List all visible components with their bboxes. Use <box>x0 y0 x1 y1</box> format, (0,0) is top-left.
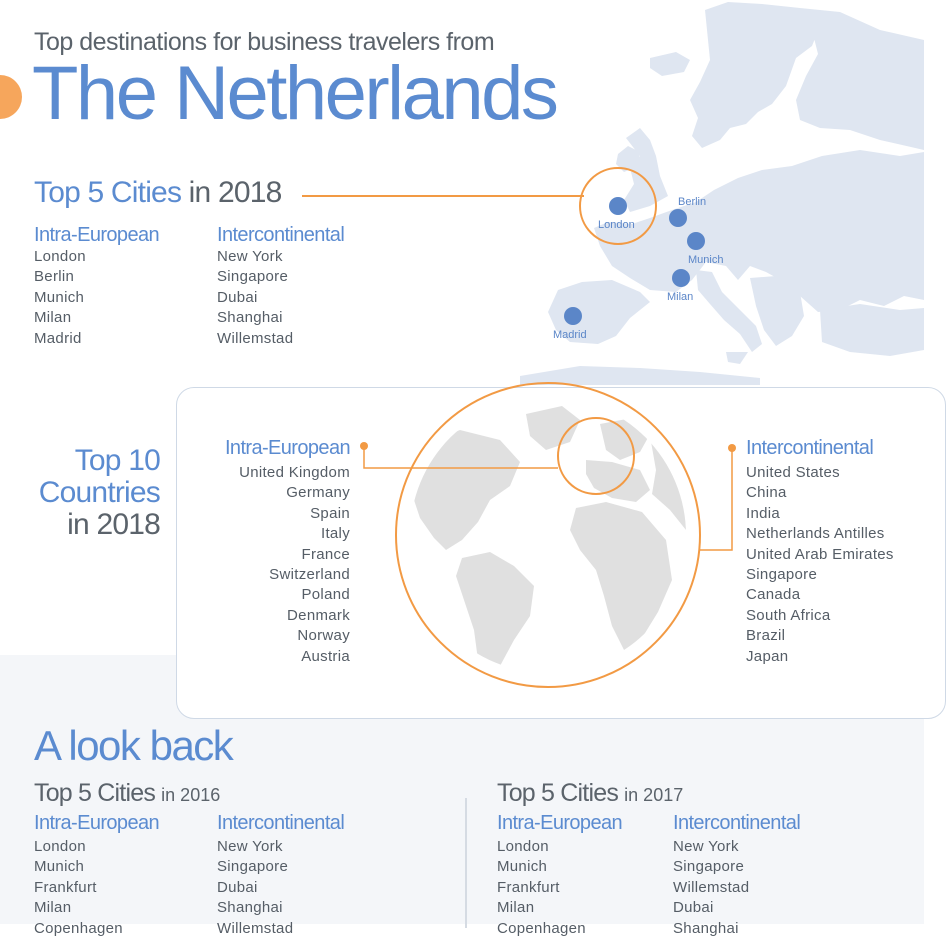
list-item: Austria <box>301 647 350 665</box>
top-cities-2018-intra-list <box>34 247 86 349</box>
title-connector-line <box>302 195 584 197</box>
look-back-2016-intra-list <box>34 837 123 939</box>
look-back-2017-year: in 2017 <box>624 785 684 805</box>
list-item: Munich <box>497 858 548 876</box>
top-countries-inter-list <box>746 463 894 667</box>
top-countries-title-line1: Top 10 <box>74 444 160 477</box>
map-label-london: London <box>598 219 635 231</box>
top-cities-2018-inter-heading: Intercontinental <box>217 224 345 246</box>
list-item: United Arab Emirates <box>746 545 894 563</box>
list-item: Denmark <box>287 606 350 624</box>
top-cities-2018-title-rest: in 2018 <box>181 176 282 209</box>
list-item: New York <box>217 838 283 855</box>
look-back-divider <box>465 798 467 928</box>
list-item: Munich <box>34 288 85 306</box>
list-item: New York <box>673 838 739 855</box>
inter-connector-line <box>700 448 732 550</box>
decorative-orange-dot <box>0 75 22 119</box>
madrid-marker <box>564 307 582 325</box>
london-marker <box>609 197 627 215</box>
list-item: Munich <box>34 858 85 876</box>
inter-connector-dot <box>728 444 736 452</box>
list-item: Dubai <box>673 899 714 917</box>
look-back-2017-intra-heading: Intra-European <box>497 812 623 834</box>
top-cities-2018-inter-list <box>217 247 293 349</box>
munich-marker <box>687 232 705 250</box>
top-cities-2018-intra-heading: Intra-European <box>34 224 160 246</box>
list-item: Shanghai <box>217 309 283 327</box>
list-item: United States <box>746 464 840 481</box>
list-item: Poland <box>301 586 350 604</box>
look-back-2016-title-main: Top 5 Cities <box>34 779 156 807</box>
list-item: Milan <box>497 899 535 917</box>
list-item: Japan <box>746 647 789 665</box>
top-cities-2018-title-highlight: Top 5 Cities <box>34 176 182 209</box>
list-item: United Kingdom <box>239 464 350 481</box>
list-item: Shanghai <box>217 899 283 917</box>
top-countries-intra-list <box>180 463 350 667</box>
list-item: Frankfurt <box>34 878 97 896</box>
top-cities-2018-title <box>34 176 282 210</box>
list-item: Willemstad <box>673 878 750 896</box>
list-item: New York <box>217 248 283 265</box>
list-item: London <box>497 838 549 855</box>
map-label-madrid: Madrid <box>553 329 587 341</box>
list-item: China <box>746 484 787 502</box>
list-item: Frankfurt <box>497 878 560 896</box>
list-item: Canada <box>746 586 801 604</box>
list-item: Singapore <box>746 565 818 583</box>
look-back-2016-title <box>34 779 220 808</box>
intra-connector-dot <box>360 442 368 450</box>
list-item: Italy <box>320 525 350 543</box>
map-label-munich: Munich <box>688 254 724 266</box>
list-item: Germany <box>286 484 350 502</box>
top-countries-2018-title <box>30 445 160 541</box>
list-item: London <box>34 838 86 855</box>
list-item: Shanghai <box>673 919 739 937</box>
list-item: Singapore <box>217 858 289 876</box>
list-item: Norway <box>297 627 350 645</box>
list-item: Dubai <box>217 878 258 896</box>
top-countries-title-line2: Countries <box>38 476 160 509</box>
list-item: Copenhagen <box>34 919 123 937</box>
list-item: Switzerland <box>269 565 350 583</box>
look-back-2017-inter-heading: Intercontinental <box>673 812 801 834</box>
look-back-2016-inter-heading: Intercontinental <box>217 812 345 834</box>
map-label-milan: Milan <box>667 291 694 303</box>
list-item: Dubai <box>217 288 258 306</box>
header-subtitle: Top destinations for business travelers from <box>34 28 495 56</box>
look-back-2016-inter-list <box>217 837 293 939</box>
list-item: Brazil <box>746 627 786 645</box>
look-back-title: A look back <box>34 722 233 769</box>
list-item: Netherlands Antilles <box>746 525 885 543</box>
list-item: Singapore <box>673 858 745 876</box>
top-countries-inter-heading: Intercontinental <box>746 437 874 459</box>
page-title: The Netherlands <box>32 51 557 136</box>
map-label-berlin: Berlin <box>678 196 707 208</box>
milan-marker <box>672 269 690 287</box>
top-countries-intra-heading: Intra-European <box>224 437 350 459</box>
look-back-2017-intra-list <box>497 837 586 939</box>
europe-map <box>500 0 924 385</box>
list-item: Spain <box>310 504 350 522</box>
list-item: Willemstad <box>217 919 294 937</box>
list-item: Copenhagen <box>497 919 586 937</box>
list-item: India <box>746 504 781 522</box>
top-countries-title-line3: in 2018 <box>67 508 160 541</box>
berlin-marker <box>669 209 687 227</box>
list-item: London <box>34 248 86 265</box>
list-item: Milan <box>34 309 72 327</box>
look-back-2016-intra-heading: Intra-European <box>34 812 160 834</box>
list-item: France <box>301 545 350 563</box>
list-item: Singapore <box>217 268 289 286</box>
list-item: Madrid <box>34 329 82 347</box>
europe-landmass <box>520 2 924 385</box>
look-back-2017-inter-list <box>673 837 749 939</box>
look-back-2016-year: in 2016 <box>161 785 221 805</box>
list-item: Milan <box>34 899 72 917</box>
look-back-2017-title <box>497 779 683 808</box>
list-item: South Africa <box>746 606 831 624</box>
list-item: Willemstad <box>217 329 294 347</box>
list-item: Berlin <box>34 268 75 286</box>
look-back-2017-title-main: Top 5 Cities <box>497 779 619 807</box>
